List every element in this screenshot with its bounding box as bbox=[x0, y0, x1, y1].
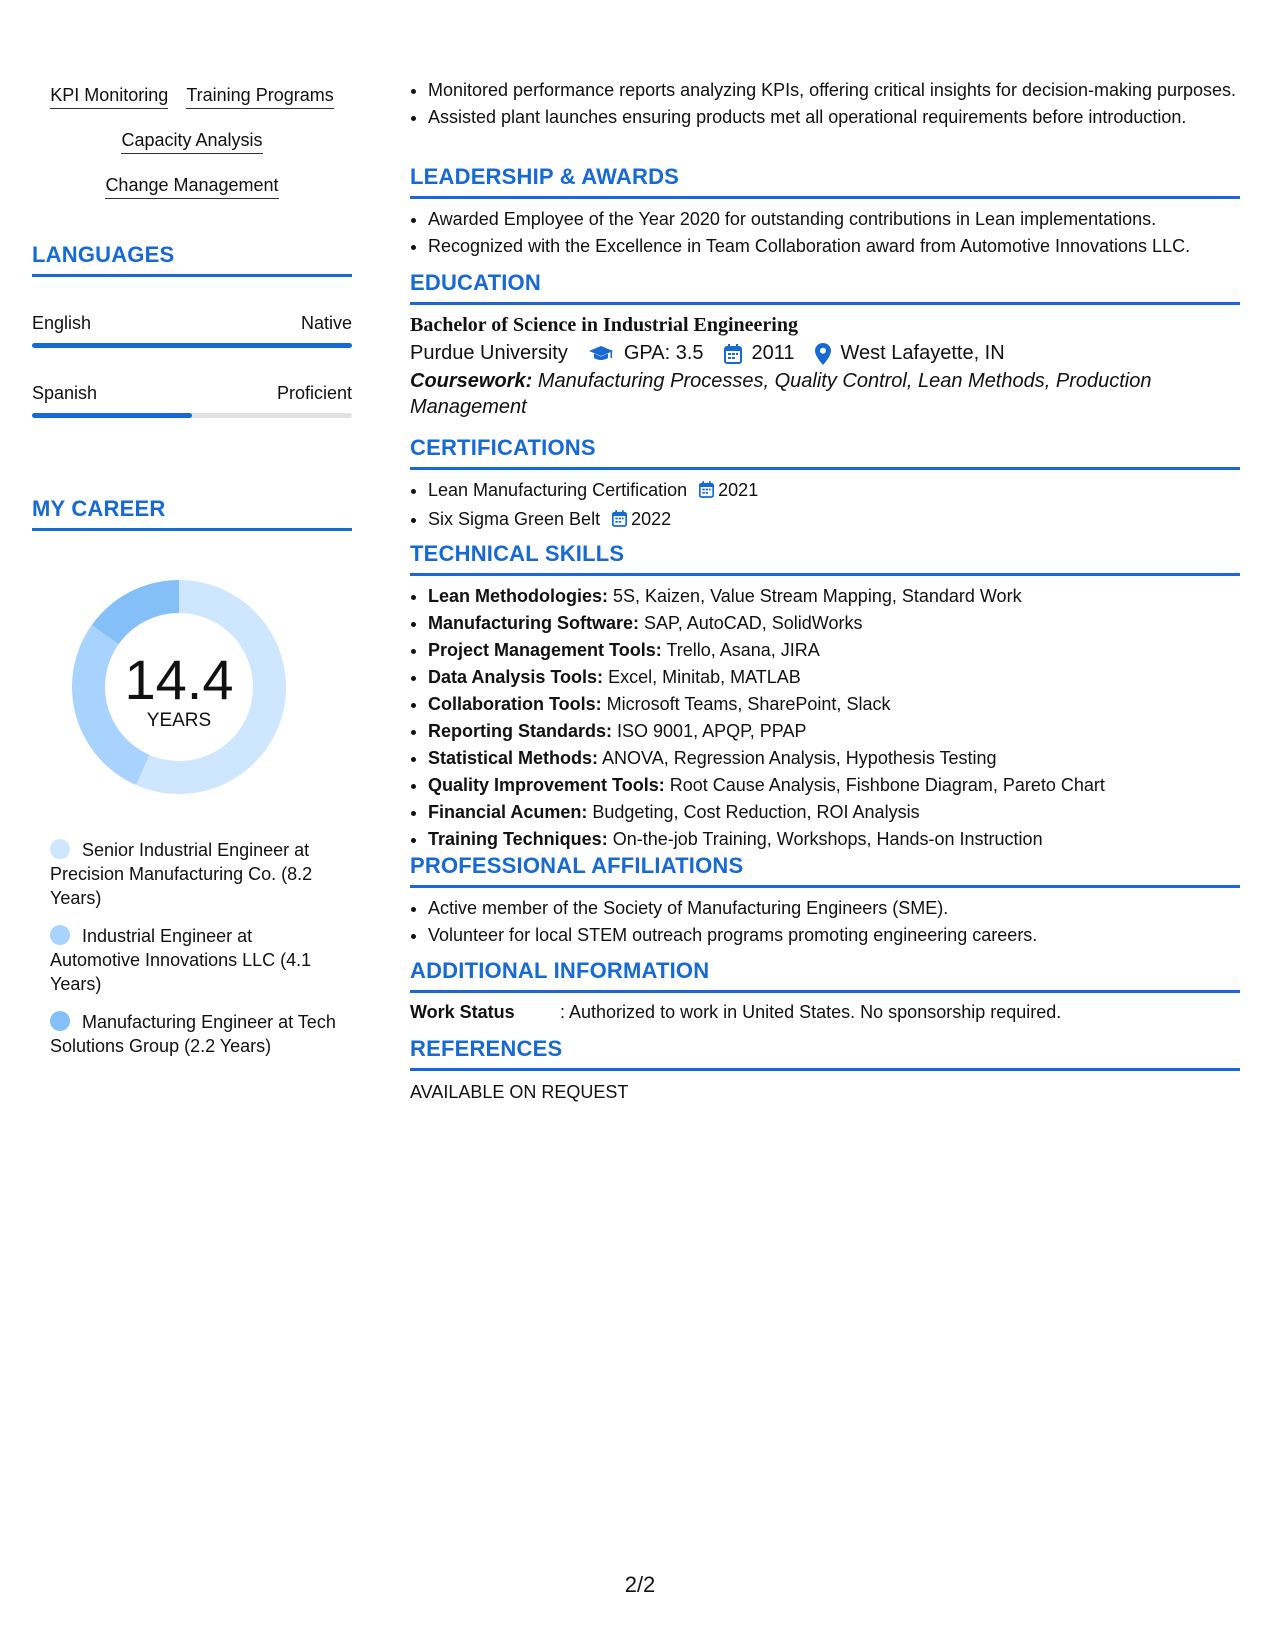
page-number: 2/2 bbox=[624, 1572, 656, 1597]
education-entry bbox=[410, 312, 1240, 420]
graduation-year: 2011 bbox=[751, 342, 795, 364]
skill-item bbox=[428, 773, 1240, 797]
affiliations-list bbox=[410, 896, 1240, 950]
language-level: Native bbox=[300, 313, 352, 333]
tag-kpi-monitoring: KPI Monitoring bbox=[50, 84, 168, 109]
languages-heading: LANGUAGES bbox=[32, 242, 352, 277]
skill-category: Project Management Tools: bbox=[428, 640, 662, 660]
certification-name: Lean Manufacturing Certification bbox=[428, 480, 688, 500]
skill-category: Reporting Standards: bbox=[428, 721, 613, 741]
additional-info bbox=[410, 1000, 1240, 1024]
experience-bullet: • Monitored performance reports analyzing KPIs, offering critical insights for decision-making purposes. bbox=[428, 78, 1240, 102]
skill-values: 5S, Kaizen, Value Stream Mapping, Standard Work bbox=[613, 586, 1022, 606]
leadership-list bbox=[410, 207, 1240, 261]
certifications-list bbox=[410, 478, 1240, 536]
affiliation-item: • Volunteer for local STEM outreach programs promoting engineering careers. bbox=[428, 923, 1240, 947]
skill-item bbox=[428, 611, 1240, 635]
skill-values: Microsoft Teams, SharePoint, Slack bbox=[606, 694, 891, 714]
career-heading: MY CAREER bbox=[32, 496, 352, 531]
references-heading: REFERENCES bbox=[410, 1036, 1240, 1071]
skill-category: Training Techniques: bbox=[428, 829, 608, 849]
career-item-text: Industrial Engineer at Automotive Innovations LLC (4.1 Years) bbox=[50, 926, 312, 994]
work-status-value: : Authorized to work in United States. No sponsorship required. bbox=[560, 1002, 1062, 1022]
leadership-item: • Awarded Employee of the Year 2020 for outstanding contributions in Lean implementations. bbox=[428, 207, 1240, 231]
skill-values: On-the-job Training, Workshops, Hands-on Instruction bbox=[612, 829, 1043, 849]
skill-item bbox=[428, 665, 1240, 689]
additional-info-heading: ADDITIONAL INFORMATION bbox=[410, 958, 1240, 993]
certification-item bbox=[428, 478, 1240, 504]
language-level: Proficient bbox=[276, 383, 352, 403]
certification-item bbox=[428, 507, 1240, 533]
calendar-icon bbox=[612, 509, 627, 533]
graduation-cap-icon bbox=[588, 338, 614, 368]
skill-values: Excel, Minitab, MATLAB bbox=[608, 667, 801, 687]
skill-category: Quality Improvement Tools: bbox=[428, 775, 665, 795]
education-details bbox=[410, 338, 1240, 368]
skill-category: Manufacturing Software: bbox=[428, 613, 640, 633]
skill-item bbox=[428, 827, 1240, 851]
skill-tags bbox=[32, 84, 352, 219]
skill-values: Budgeting, Cost Reduction, ROI Analysis bbox=[592, 802, 920, 822]
career-total-years: 14.4 bbox=[124, 648, 234, 711]
skill-values: SAP, AutoCAD, SolidWorks bbox=[644, 613, 863, 633]
work-status-label: Work Status bbox=[410, 1002, 515, 1022]
tag-change-management: Change Management bbox=[105, 174, 278, 199]
skill-item bbox=[428, 692, 1240, 716]
career-dot-icon bbox=[50, 839, 70, 859]
language-english bbox=[32, 312, 352, 348]
technical-skills-heading: TECHNICAL SKILLS bbox=[410, 541, 1240, 576]
tag-training-programs: Training Programs bbox=[186, 84, 333, 109]
calendar-icon bbox=[724, 338, 742, 368]
skill-category: Lean Methodologies: bbox=[428, 586, 608, 606]
certification-year: 2022 bbox=[631, 509, 672, 529]
certification-year: 2021 bbox=[718, 480, 759, 500]
education-heading: EDUCATION bbox=[410, 270, 1240, 305]
skill-item bbox=[428, 584, 1240, 608]
skill-item bbox=[428, 719, 1240, 743]
career-legend bbox=[50, 838, 340, 1072]
certifications-heading: CERTIFICATIONS bbox=[410, 435, 1240, 470]
school-location: West Lafayette, IN bbox=[840, 342, 1005, 364]
skill-category: Collaboration Tools: bbox=[428, 694, 602, 714]
gpa: GPA: 3.5 bbox=[623, 342, 704, 364]
career-dot-icon bbox=[50, 1011, 70, 1031]
experience-bullet: • Assisted plant launches ensuring products met all operational requirements before introduction. bbox=[428, 105, 1240, 129]
skill-item bbox=[428, 638, 1240, 662]
certification-name: Six Sigma Green Belt bbox=[428, 509, 601, 529]
language-bar bbox=[32, 343, 352, 348]
language-bar-fill bbox=[32, 343, 352, 348]
career-item bbox=[50, 838, 340, 910]
language-name: Spanish bbox=[32, 383, 98, 403]
skill-category: Data Analysis Tools: bbox=[428, 667, 604, 687]
skill-category: Statistical Methods: bbox=[428, 748, 599, 768]
coursework bbox=[410, 368, 1240, 420]
skill-values: ANOVA, Regression Analysis, Hypothesis Testing bbox=[602, 748, 997, 768]
references-text: AVAILABLE ON REQUEST bbox=[410, 1082, 629, 1102]
career-donut-chart bbox=[66, 574, 292, 800]
career-years-unit: YEARS bbox=[146, 710, 212, 731]
leadership-item: • Recognized with the Excellence in Team Collaboration award from Automotive Innovations LLC. bbox=[428, 234, 1240, 258]
skill-item bbox=[428, 746, 1240, 770]
skill-values: Trello, Asana, JIRA bbox=[666, 640, 820, 660]
tag-capacity-analysis: Capacity Analysis bbox=[121, 129, 262, 154]
career-item-text: Manufacturing Engineer at Tech Solutions Group (2.2 Years) bbox=[50, 1012, 336, 1056]
skill-values: ISO 9001, APQP, PPAP bbox=[617, 721, 807, 741]
technical-skills-list bbox=[410, 584, 1240, 854]
career-item-text: Senior Industrial Engineer at Precision Manufacturing Co. (8.2 Years) bbox=[50, 840, 313, 908]
skill-values: Root Cause Analysis, Fishbone Diagram, Pareto Chart bbox=[669, 775, 1105, 795]
coursework-text: Manufacturing Processes, Quality Control, Lean Methods, Production Management bbox=[410, 370, 1152, 418]
career-dot-icon bbox=[50, 925, 70, 945]
calendar-icon bbox=[699, 480, 714, 504]
leadership-heading: LEADERSHIP & AWARDS bbox=[410, 164, 1240, 199]
affiliations-heading: PROFESSIONAL AFFILIATIONS bbox=[410, 853, 1240, 888]
language-spanish bbox=[32, 382, 352, 418]
affiliation-item: • Active member of the Society of Manufacturing Engineers (SME). bbox=[428, 896, 1240, 920]
experience-bullets bbox=[410, 78, 1240, 132]
language-name: English bbox=[32, 313, 92, 333]
degree-title: Bachelor of Science in Industrial Engineering bbox=[410, 314, 798, 336]
career-item bbox=[50, 924, 340, 996]
language-bar bbox=[32, 413, 352, 418]
coursework-label: Coursework: bbox=[410, 370, 533, 392]
career-item bbox=[50, 1010, 340, 1058]
skill-category: Financial Acumen: bbox=[428, 802, 588, 822]
language-bar-fill bbox=[32, 413, 192, 418]
school-name: Purdue University bbox=[410, 342, 568, 364]
map-pin-icon bbox=[815, 338, 831, 368]
skill-item bbox=[428, 800, 1240, 824]
